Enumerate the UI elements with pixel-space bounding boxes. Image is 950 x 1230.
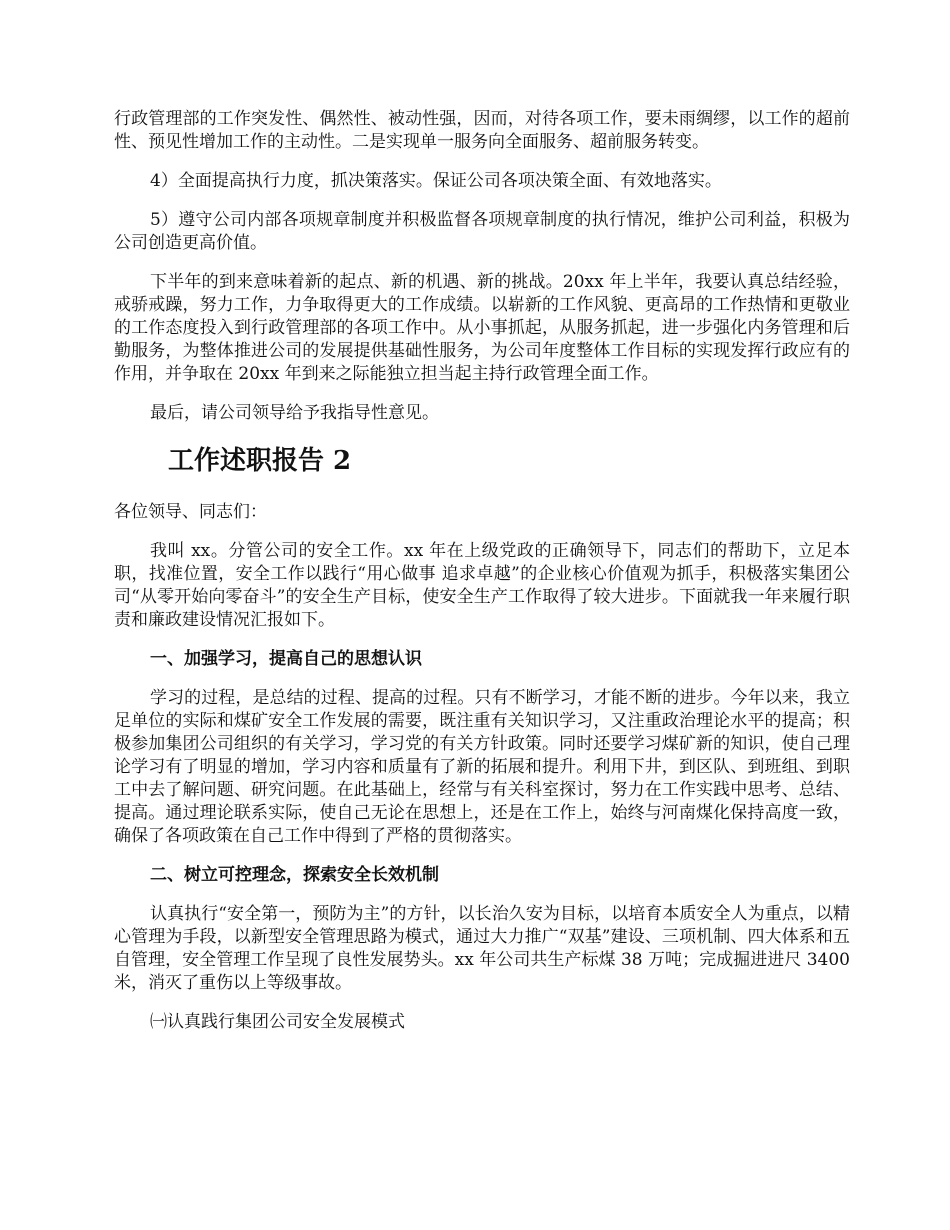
greeting: 各位领导、同志们： — [114, 502, 267, 522]
paragraph-item-4: 4）全面提高执行力度，抓决策落实。保证公司各项决策全面、有效地落实。 — [150, 171, 722, 191]
subheading-safety-mechanism: 二、树立可控理念，探索安全长效机制 — [150, 865, 439, 885]
subheading-study: 一、加强学习，提高自己的思想认识 — [150, 649, 422, 669]
paragraph-item-5: 5）遵守公司内部各项规章制度并积极监督各项规章制度的执行情况，维护公司利益，积极为公司创造更高价值。 — [114, 210, 850, 253]
paragraph-safety: 认真执行“安全第一，预防为主”的方针，以长治久安为目标，以培育本质安全人为重点，以精心管理为手段，以新型安全管理思路为模式，通过大力推广“双基”建设、三项机制、四大体系和五自管理，安全管理工作呈现了良性发展势头。xx 年公司共生产标煤 38 万吨；完成掘进进尺 3400 米，消灭了重伤以上等级事故。 — [114, 904, 850, 993]
paragraph-safety-model: ㈠认真践行集团公司安全发展模式 — [150, 1012, 405, 1032]
paragraph-study: 学习的过程，是总结的过程、提高的过程。只有不断学习，才能不断的进步。今年以来，我立足单位的实际和煤矿安全工作发展的需要，既注重有关知识学习，又注重政治理论水平的提高；积极参加集团公司组织的有关学习，学习党的有关方针政策。同时还要学习煤矿新的知识，使自己理论学习有了明显的增加，学习内容和质量有了新的拓展和提升。利用下井，到区队、到班组、到职工中去了解问题、研究问题。在此基础上，经常与有关科室探讨，努力在工作实践中思考、总结、提高。通过理论联系实际，使自己无论在思想上，还是在工作上，始终与河南煤化保持高度一致，确保了各项政策在自己工作中得到了严格的贯彻落实。 — [114, 688, 850, 846]
section-title: 工作述职报告 2 — [168, 446, 352, 476]
paragraph-intro: 我叫 xx。分管公司的安全工作。xx 年在上级党政的正确领导下，同志们的帮助下，立足本职，找准位置，安全工作以践行“用心做事 追求卓越”的企业核心价值观为抓手，积极落实集团公司“从零开始向零奋斗”的安全生产目标，使安全生产工作取得了较大进步。下面就我一年来履行职责和廉政建设情况汇报如下。 — [114, 541, 850, 630]
paragraph-closing: 最后，请公司领导给予我指导性意见。 — [150, 403, 439, 423]
paragraph-second-half-plan: 下半年的到来意味着新的起点、新的机遇、新的挑战。20xx 年上半年，我要认真总结经验，戒骄戒躁，努力工作，力争取得更大的工作成绩。以崭新的工作风貌、更高昂的工作热情和更敬业的工作态度投入到行政管理部的各项工作中。从小事抓起，从服务抓起，进一步强化内务管理和后勤服务，为整体推进公司的发展提供基础性服务，为公司年度整体工作目标的实现发挥行政应有的作用，并争取在 20xx 年到来之际能独立担当起主持行政管理全面工作。 — [114, 272, 850, 384]
document-page — [114, 108, 850, 1050]
paragraph-admin-continuation: 行政管理部的工作突发性、偶然性、被动性强，因而，对待各项工作，要未雨绸缪，以工作的超前性、预见性增加工作的主动性。二是实现单一服务向全面服务、超前服务转变。 — [114, 109, 850, 152]
